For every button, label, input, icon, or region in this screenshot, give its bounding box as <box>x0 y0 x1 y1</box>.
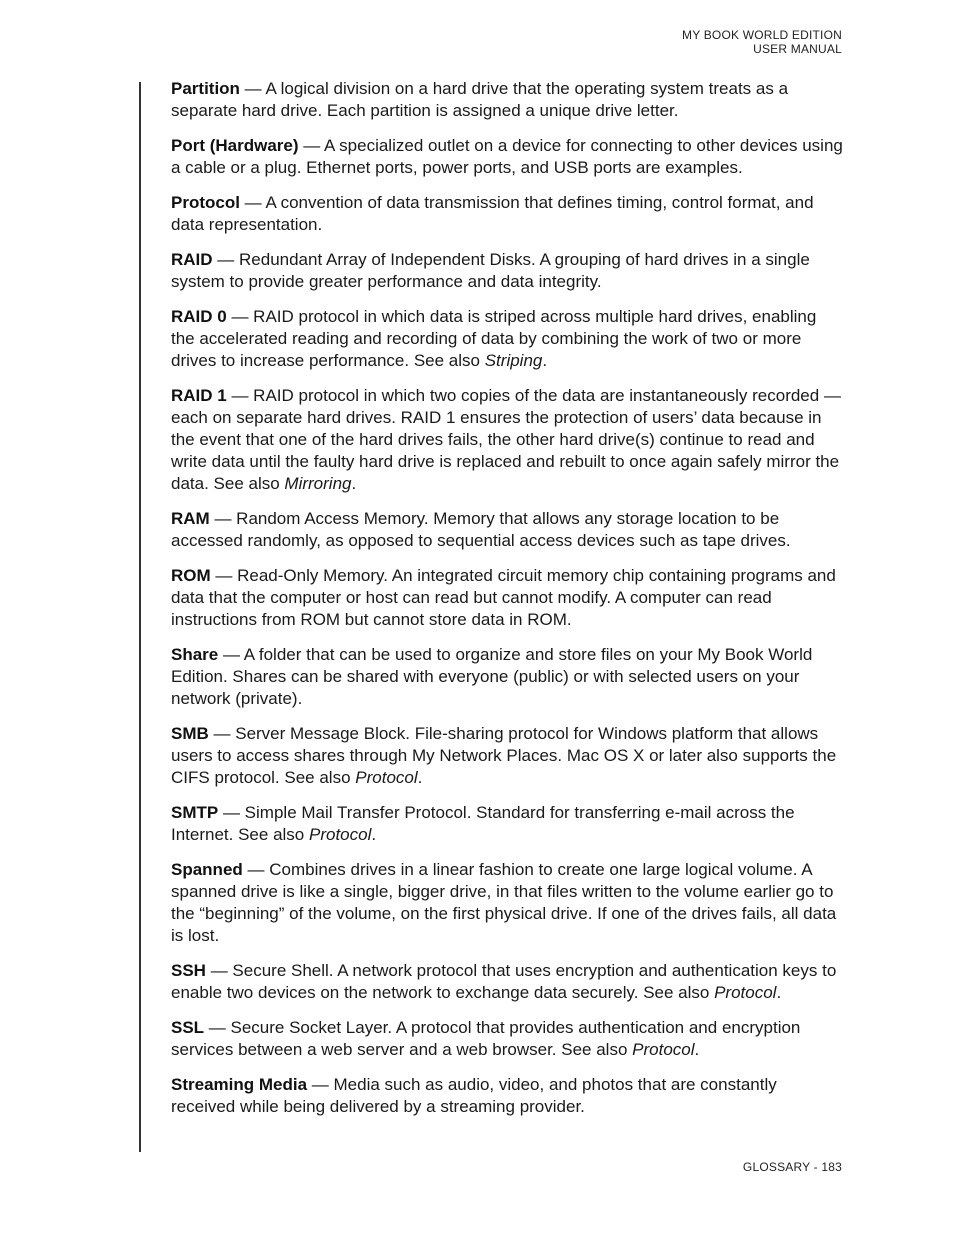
glossary-term: Port (Hardware) <box>171 136 299 155</box>
glossary-entry <box>171 723 843 789</box>
glossary-entry <box>171 385 843 495</box>
margin-rule <box>139 82 141 1152</box>
glossary-term: Spanned <box>171 860 243 879</box>
glossary-definition: — RAID protocol in which two copies of the data are instantaneously recorded — each on separate hard drives. RAID 1 ensures the protection of users’ data because in the event that one of the hard drives fails, the other hard drive(s) continue to read and write data until the faulty hard drive is replaced and rebuilt to once again safely mirror the data. See also <box>171 386 841 493</box>
definition-end: . <box>694 1040 700 1059</box>
glossary-definition: — Read-Only Memory. An integrated circuit memory chip containing programs and data that the computer or host can read but cannot modify. A computer can read instructions from ROM but cannot store data in ROM. <box>171 566 836 629</box>
glossary-term: RAID 1 <box>171 386 227 405</box>
see-also-reference: Protocol <box>632 1040 695 1059</box>
glossary-definition: — A specialized outlet on a device for connecting to other devices using a cable or a plug. Ethernet ports, power ports, and USB ports are examples. <box>171 136 843 177</box>
glossary-entry <box>171 960 843 1004</box>
definition-end: . <box>417 768 423 787</box>
glossary-term: SMTP <box>171 803 219 822</box>
glossary-entry <box>171 306 843 372</box>
glossary-definition: — Random Access Memory. Memory that allows any storage location to be accessed randomly, as opposed to sequential access devices such as tape drives. <box>171 509 791 550</box>
see-also-reference: Protocol <box>308 825 372 844</box>
glossary-term: RAID <box>171 250 213 269</box>
glossary-entry <box>171 1074 843 1118</box>
glossary-definition: — Media such as audio, video, and photos that are constantly received while being delivered by a streaming provider. <box>171 1075 777 1116</box>
glossary-entry <box>171 644 843 710</box>
glossary-term: SSH <box>171 961 206 980</box>
glossary-entry <box>171 78 843 122</box>
definition-end: . <box>542 351 548 370</box>
glossary-entry <box>171 192 843 236</box>
header-title: MY BOOK WORLD EDITION <box>682 28 842 42</box>
glossary-term: RAM <box>171 509 210 528</box>
header-subtitle: USER MANUAL <box>753 42 842 56</box>
glossary-definition: — A convention of data transmission that defines timing, control format, and data representation. <box>171 193 814 234</box>
glossary-entry <box>171 859 843 947</box>
glossary-entry <box>171 508 843 552</box>
glossary-entry <box>171 565 843 631</box>
glossary-content <box>171 78 843 1131</box>
glossary-term: Streaming Media <box>171 1075 308 1094</box>
glossary-term: Protocol <box>171 193 240 212</box>
definition-end: . <box>776 983 782 1002</box>
glossary-definition: — Simple Mail Transfer Protocol. Standard for transferring e-mail across the Internet. See also <box>171 803 795 844</box>
glossary-term: ROM <box>171 566 211 585</box>
glossary-definition: — Secure Socket Layer. A protocol that provides authentication and encryption services between a web server and a web browser. See also <box>171 1018 801 1059</box>
glossary-definition: — Combines drives in a linear fashion to create one large logical volume. A spanned drive is like a single, bigger drive, in that files written to the volume earlier go to the “beginning” of the volume, on the first physical drive. If one of the drives fails, all data is lost. <box>171 860 837 945</box>
glossary-definition: — RAID protocol in which data is striped across multiple hard drives, enabling the accelerated reading and recording of data by combining the work of two or more drives to increase performance. See also <box>171 307 817 370</box>
glossary-definition: — A folder that can be used to organize and store files on your My Book World Edition. Shares can be shared with everyone (public) or with selected users on your network (private). <box>171 645 813 708</box>
glossary-definition: — Redundant Array of Independent Disks. A grouping of hard drives in a single system to provide greater performance and data integrity. <box>171 250 810 291</box>
glossary-term: Partition <box>171 79 240 98</box>
definition-end: . <box>351 474 357 493</box>
glossary-term: SMB <box>171 724 209 743</box>
glossary-entry <box>171 802 843 846</box>
glossary-entry <box>171 135 843 179</box>
glossary-definition: — Secure Shell. A network protocol that uses encryption and authentication keys to enable two devices on the network to exchange data securely. See also <box>171 961 837 1002</box>
see-also-reference: Striping <box>484 351 543 370</box>
glossary-term: Share <box>171 645 219 664</box>
see-also-reference: Protocol <box>355 768 418 787</box>
glossary-entry <box>171 1017 843 1061</box>
glossary-term: RAID 0 <box>171 307 227 326</box>
glossary-definition: — Server Message Block. File-sharing protocol for Windows platform that allows users to access shares through My Network Places. Mac OS X or later also supports the CIFS protocol. See also <box>171 724 837 787</box>
glossary-definition: — A logical division on a hard drive that the operating system treats as a separate hard drive. Each partition is assigned a unique drive letter. <box>171 79 789 120</box>
see-also-reference: Mirroring <box>284 474 352 493</box>
definition-end: . <box>371 825 377 844</box>
running-header <box>682 28 842 56</box>
see-also-reference: Protocol <box>714 983 777 1002</box>
page-footer: GLOSSARY - 183 <box>742 1160 842 1174</box>
glossary-entry <box>171 249 843 293</box>
glossary-term: SSL <box>171 1018 205 1037</box>
